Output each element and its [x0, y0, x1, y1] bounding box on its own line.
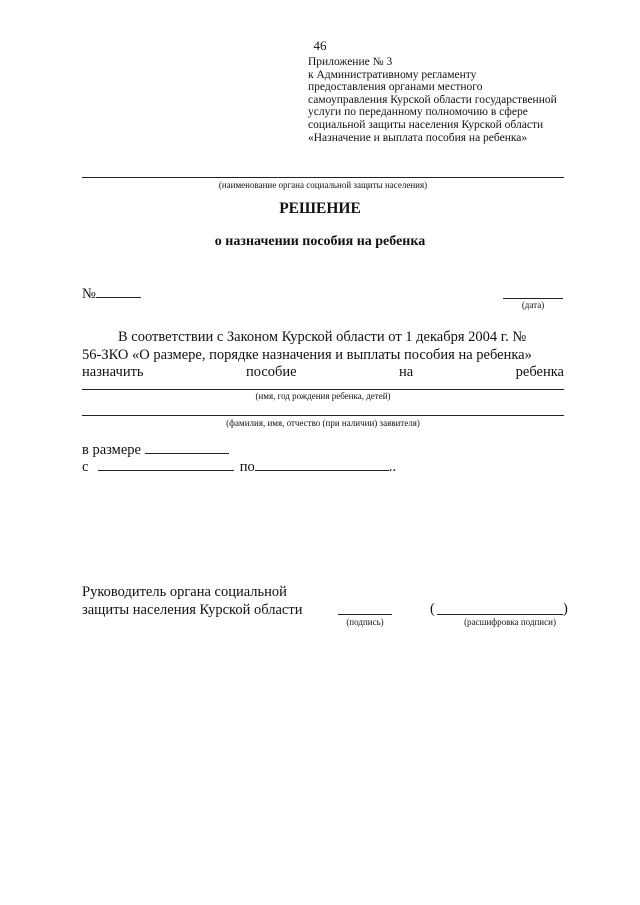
signatory-line-2: защиты населения Курской области: [82, 602, 303, 618]
period-row: [82, 458, 396, 476]
applicant-caption: (фамилия, имя, отчество (при наличии) заявителя): [226, 418, 420, 428]
appendix-line: предоставления органами местного: [308, 81, 483, 94]
signatory-line-1: Руководитель органа социальной: [82, 584, 287, 600]
number-field: [82, 285, 141, 303]
applicant-line[interactable]: [82, 415, 564, 416]
to-blank[interactable]: [255, 458, 389, 471]
signature-close-paren: ): [563, 601, 568, 617]
word: ребенка: [515, 364, 564, 380]
appendix-line: услуги по переданному полномочию в сфере: [308, 106, 528, 119]
from-blank[interactable]: [98, 458, 234, 471]
period-end: ..: [388, 459, 396, 475]
decode-line[interactable]: [437, 614, 563, 615]
document-subtitle: о назначении пособия на ребенка: [214, 234, 426, 249]
decode-caption: (расшифровка подписи): [464, 617, 556, 627]
to-label: по: [239, 459, 255, 475]
word: назначить: [82, 364, 144, 380]
number-blank[interactable]: [96, 285, 141, 298]
number-label: №: [82, 286, 96, 302]
amount-row: [82, 441, 229, 459]
appendix-line: к Административному регламенту: [308, 68, 477, 81]
org-name-line[interactable]: [82, 177, 564, 178]
appendix-line: самоуправления Курской области государственной: [308, 93, 557, 106]
signature-open-paren: (: [430, 601, 435, 617]
from-label: с: [82, 459, 89, 475]
body-line-1: В соответствии с Законом Курской области от 1 декабря 2004 г. №: [118, 329, 527, 345]
amount-label: в размере: [82, 442, 141, 458]
word: пособие: [245, 364, 297, 380]
appendix-line: социальной защиты населения Курской области: [308, 118, 544, 131]
org-caption: (наименование органа социальной защиты населения): [218, 180, 428, 190]
date-line[interactable]: [503, 298, 563, 299]
appendix-header: [308, 56, 557, 144]
amount-blank[interactable]: [145, 441, 229, 454]
word: на: [399, 364, 414, 380]
body-line-3: [82, 364, 564, 381]
date-caption: (дата): [521, 300, 545, 310]
page-number: 46: [313, 38, 327, 53]
document-title: РЕШЕНИЕ: [279, 200, 361, 217]
body-line-2: 56-ЗКО «О размере, порядке назначения и выплаты пособия на ребенка»: [82, 347, 532, 363]
appendix-line: «Назначение и выплата пособия на ребенка»: [308, 131, 528, 144]
signature-line[interactable]: [338, 614, 392, 615]
child-caption: (имя, год рождения ребенка, детей): [255, 391, 391, 401]
child-line[interactable]: [82, 389, 564, 390]
appendix-line: Приложение № 3: [308, 56, 393, 68]
signature-caption: (подпись): [346, 617, 384, 627]
